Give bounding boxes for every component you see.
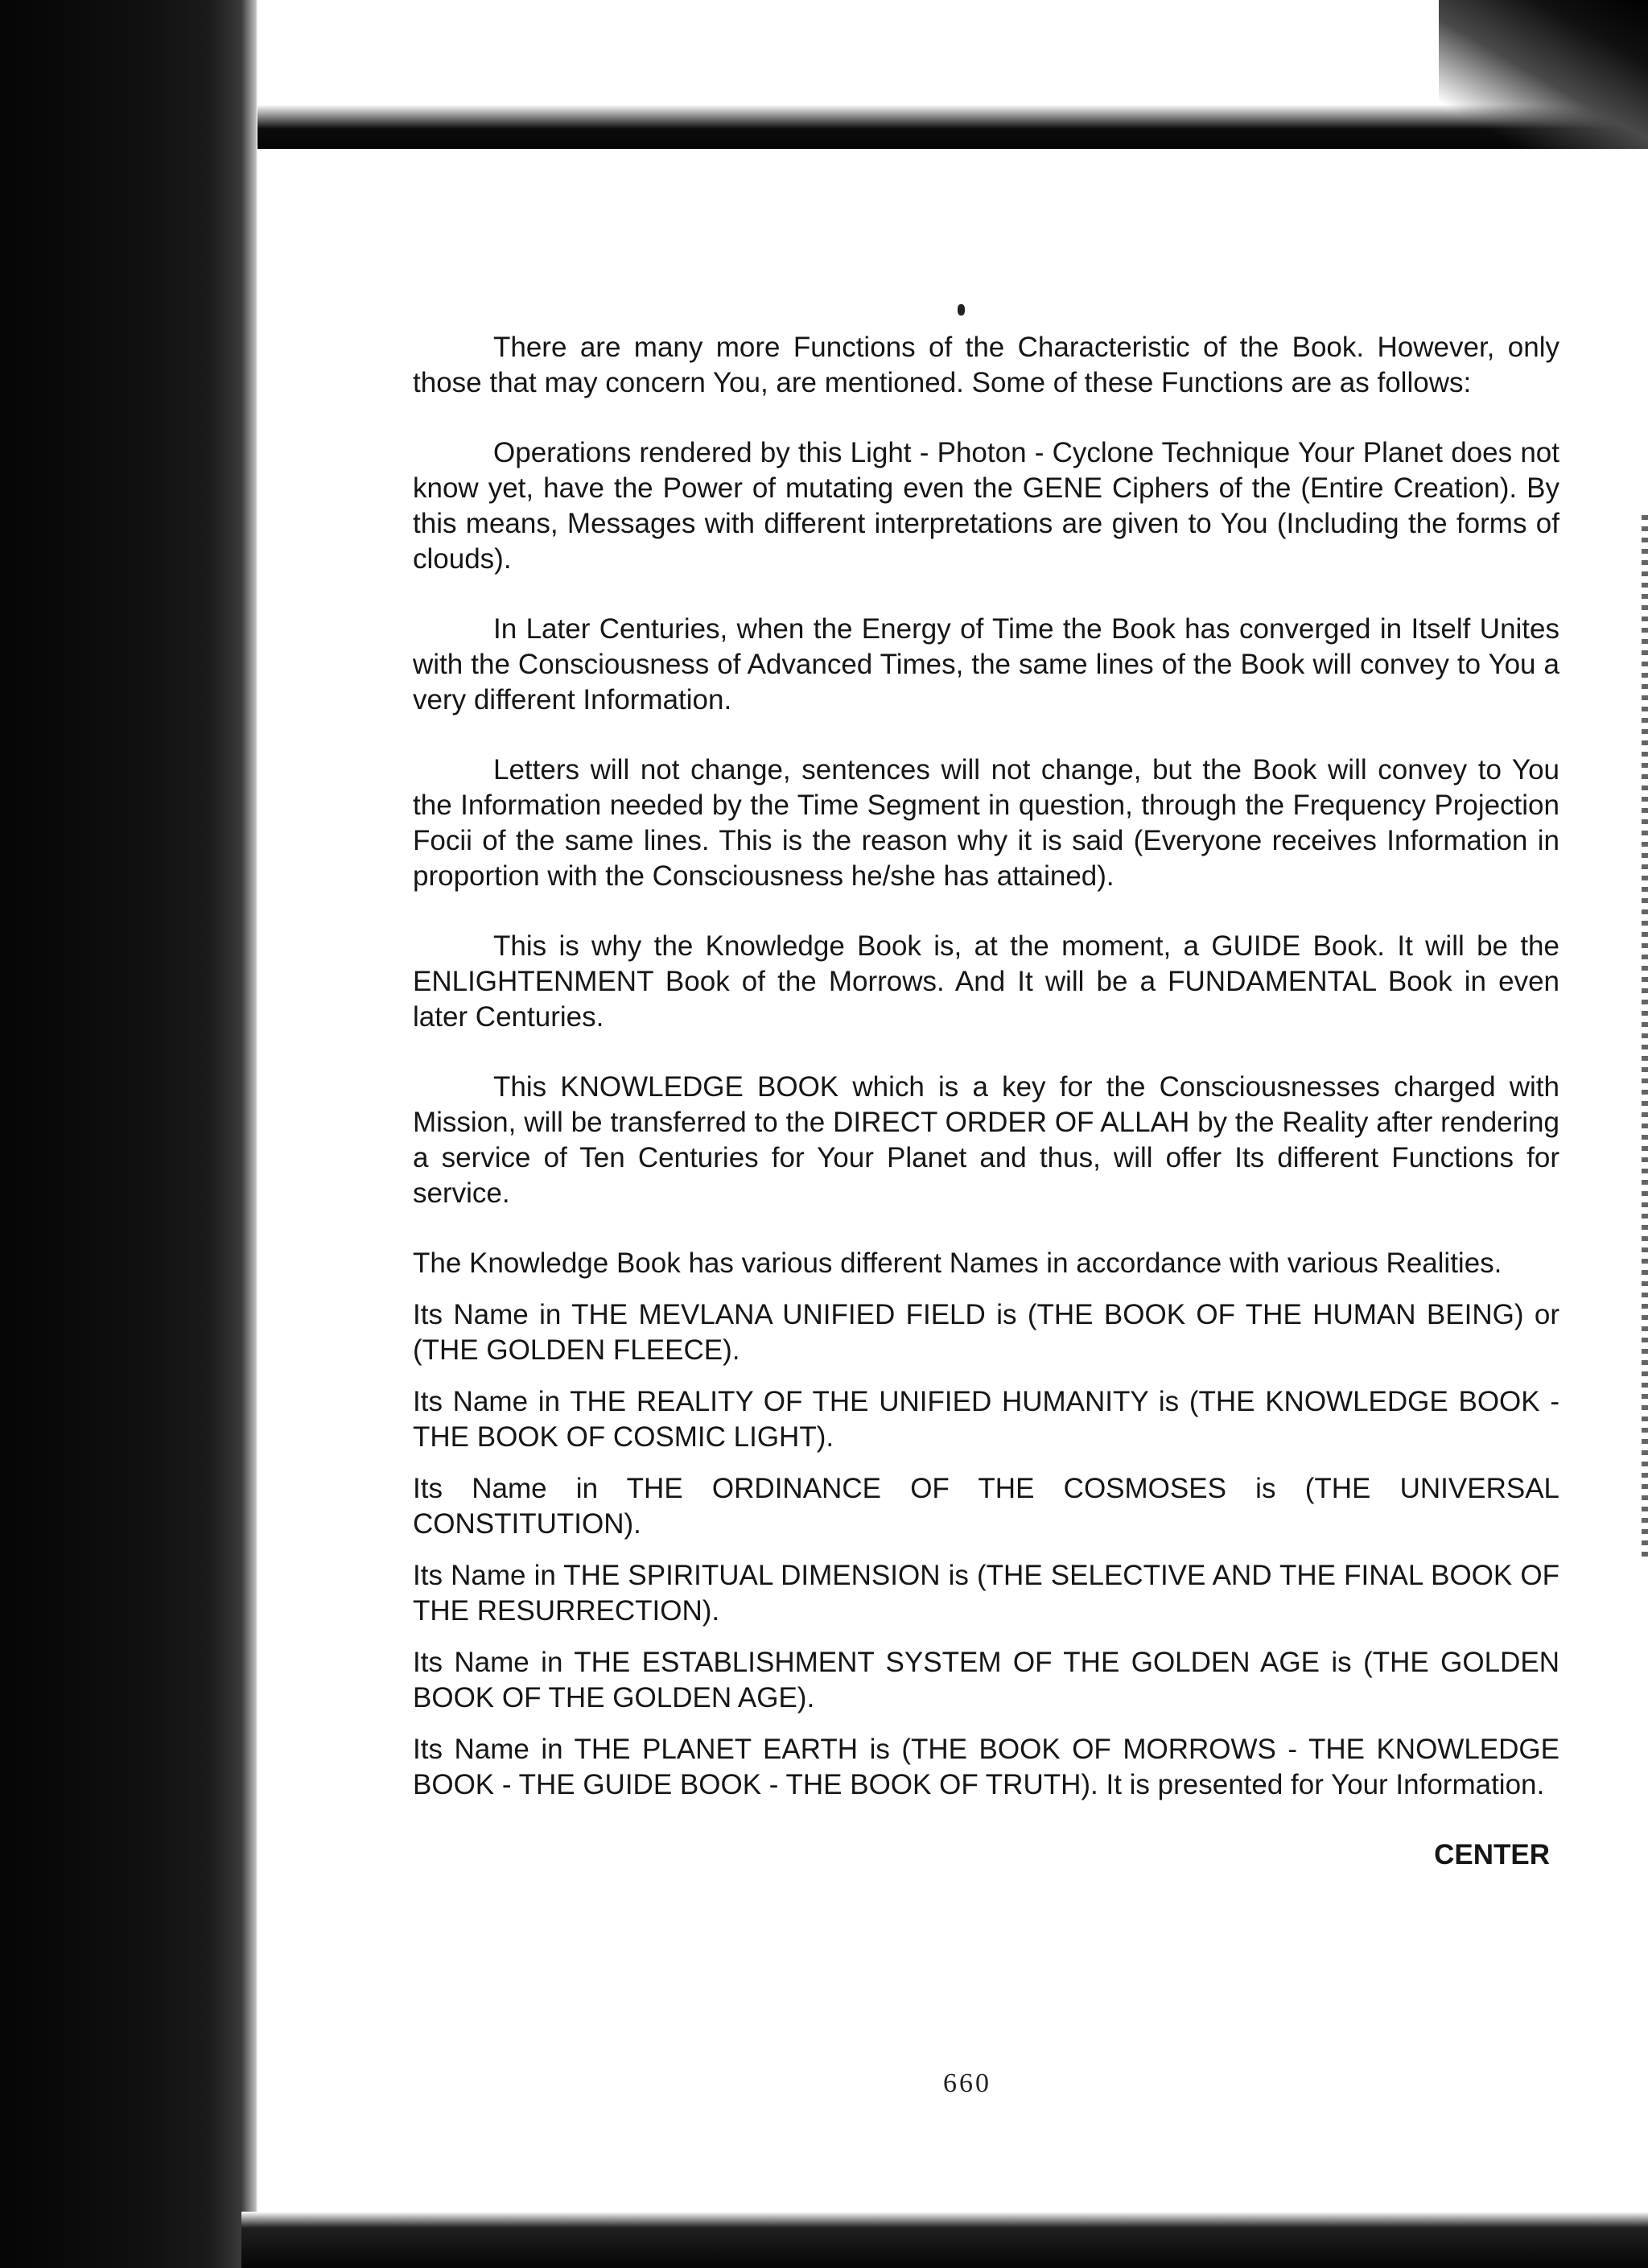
name-entry-cosmoses: Its Name in THE ORDINANCE OF THE COSMOSES is (THE UNIVERSAL CONSTITUTION).	[413, 1473, 1559, 1540]
name-entry-planet-earth: Its Name in THE PLANET EARTH is (THE BOOK OF MORROWS - THE KNOWLEDGE BOOK - THE GUIDE BOOK - THE BOOK OF TRUTH). It is presented for Your Information.	[413, 1734, 1559, 1800]
scan-bottom-shadow	[241, 2212, 1648, 2268]
name-entry-unified-humanity: Its Name in THE REALITY OF THE UNIFIED HUMANITY is (THE KNOWLEDGE BOOK - THE BOOK OF COSMIC LIGHT).	[413, 1386, 1559, 1453]
names-intro: The Knowledge Book has various different Names in accordance with various Realities.	[413, 1247, 1502, 1279]
paragraph-functions: There are many more Functions of the Characteristic of the Book. However, only those that may concern You, are mentioned. Some of these Functions are as follows:	[413, 332, 1559, 398]
paragraph-operations: Operations rendered by this Light - Photon - Cyclone Technique Your Planet does not know yet, have the Power of mutating even the GENE Ciphers of the (Entire Creation). By this means, Messages with different interpretations are given to You (Including the forms of clouds).	[413, 437, 1559, 575]
paragraph-guide-book: This is why the Knowledge Book is, at the moment, a GUIDE Book. It will be the ENLIGHTENMENT Book of the Morrows. And It will be a FUNDAMENTAL Book in even later Centuries.	[413, 930, 1559, 1033]
scan-binding-shadow	[0, 0, 258, 2268]
name-entry-golden-age: Its Name in THE ESTABLISHMENT SYSTEM OF THE GOLDEN AGE is (THE GOLDEN BOOK OF THE GOLDEN AGE).	[413, 1647, 1559, 1713]
scan-edge-marks	[1642, 515, 1648, 1561]
page-number: 660	[943, 2068, 991, 2098]
paragraph-letters: Letters will not change, sentences will not change, but the Book will convey to You the Information needed by the Time Segment in question, through the Frequency Projection Focii of the same lines. This is the reason why it is said (Everyone receives Information in proportion with the Consciousness he/she has attained).	[413, 754, 1559, 892]
signature-center: CENTER	[1434, 1839, 1550, 1870]
name-entry-mevlana: Its Name in THE MEVLANA UNIFIED FIELD is (THE BOOK OF THE HUMAN BEING) or (THE GOLDEN FLEECE).	[413, 1299, 1559, 1366]
name-entry-spiritual-dimension: Its Name in THE SPIRITUAL DIMENSION is (THE SELECTIVE AND THE FINAL BOOK OF THE RESURRECTION).	[413, 1560, 1559, 1627]
paragraph-later-centuries: In Later Centuries, when the Energy of Time the Book has converged in Itself Unites with the Consciousness of Advanced Times, the same lines of the Book will convey to You a very different Information.	[413, 613, 1559, 715]
scan-corner-shadow	[1439, 0, 1648, 149]
page-body	[413, 330, 1559, 1873]
ink-speck	[958, 304, 965, 315]
paragraph-knowledge-book-key: This KNOWLEDGE BOOK which is a key for the Consciousnesses charged with Mission, will be transferred to the DIRECT ORDER OF ALLAH by the Reality after rendering a service of Ten Centuries for Your Planet and thus, will offer Its different Functions for service.	[413, 1071, 1559, 1209]
